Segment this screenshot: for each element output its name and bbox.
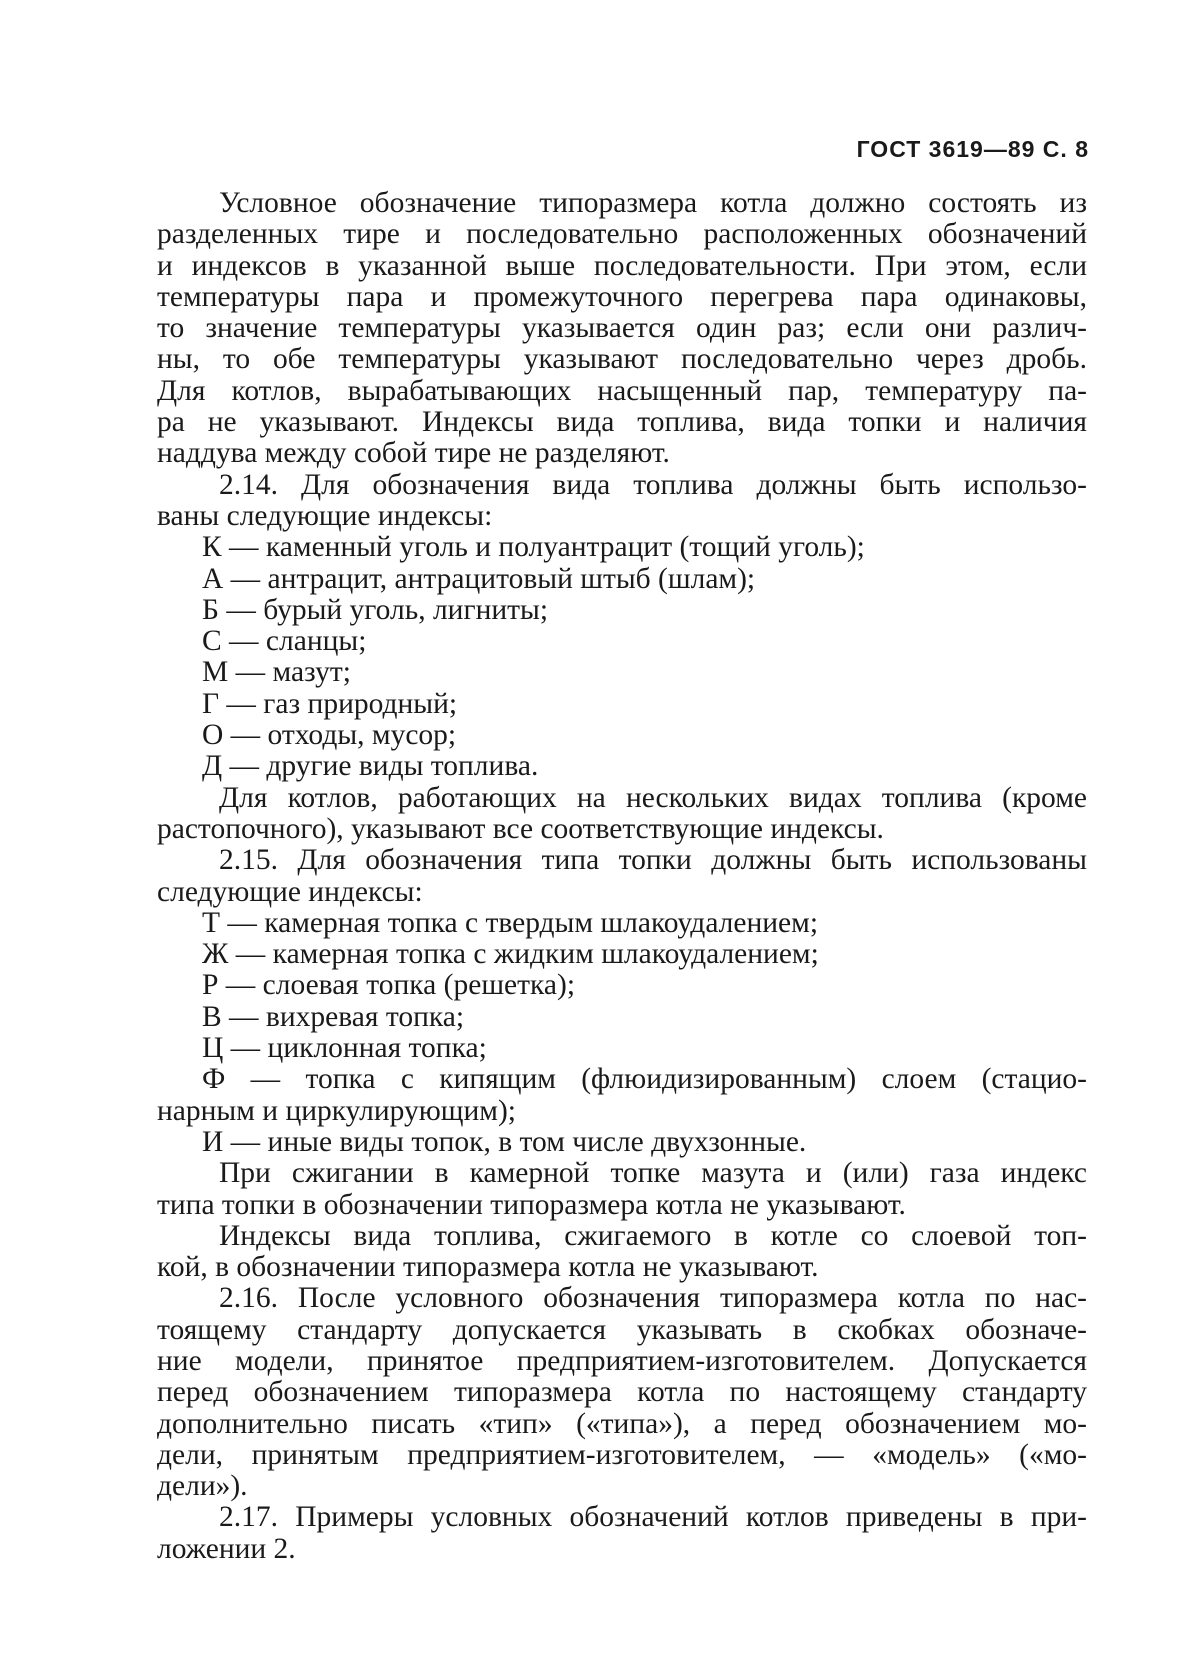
text-line: Условное обозначение типоразмера котла должно состоять из bbox=[219, 187, 1087, 219]
text-line: и индексов в указанной выше последовательности. При этом, если bbox=[157, 249, 1087, 282]
list-item: Ц — циклонная топка; bbox=[202, 1032, 487, 1065]
paragraph-chamber bbox=[157, 1158, 1087, 1221]
paragraph-layer bbox=[157, 1221, 1087, 1284]
text-line: Для котлов, вырабатывающих насыщенный пар, температуру па- bbox=[157, 374, 1087, 407]
list-item: Ж — камерная топка с жидким шлакоудалением; bbox=[202, 938, 819, 971]
text-line: ны, то обе температуры указывают последовательно через дробь. bbox=[157, 343, 1087, 376]
text-line: ра не указывают. Индексы вида топлива, вида топки и наличия bbox=[157, 406, 1087, 439]
text-line: типа топки в обозначении типоразмера котла не указывают. bbox=[157, 1188, 906, 1221]
text-line: перед обозначением типоразмера котла по настоящему стандарту bbox=[157, 1376, 1087, 1409]
list-item: Б — бурый уголь, лигниты; bbox=[202, 593, 549, 626]
section-2-16 bbox=[157, 1283, 1087, 1502]
list-item: Г — газ природный; bbox=[202, 687, 458, 720]
list-item-continuation: нарным и циркулирующим); bbox=[157, 1094, 516, 1127]
text-line: дополнительно писать «тип» («типа»), а перед обозначением мо- bbox=[157, 1407, 1087, 1440]
text-line: разделенных тире и последовательно расположенных обозначений bbox=[157, 218, 1087, 251]
page-header: ГОСТ 3619—89 С. 8 bbox=[856, 136, 1089, 162]
text-line: температуры пара и промежуточного перегрева пара одинаковы, bbox=[157, 280, 1087, 313]
text-line: ние модели, принятое предприятием-изготовителем. Допускается bbox=[157, 1344, 1087, 1377]
section-2-17 bbox=[157, 1502, 1087, 1565]
section-2-14 bbox=[157, 470, 1087, 533]
list-item: А — антрацит, антрацитовый штыб (шлам); bbox=[202, 562, 756, 595]
text-line: 2.15. Для обозначения типа топки должны быть использованы bbox=[219, 844, 1087, 877]
text-line: Индексы вида топлива, сжигаемого в котле со слоевой топ- bbox=[219, 1219, 1087, 1252]
text-line: дели»). bbox=[157, 1470, 248, 1503]
list-item: Т — камерная топка с твердым шлакоудалением; bbox=[202, 906, 819, 939]
list-item: С — сланцы; bbox=[202, 625, 367, 658]
text-line: При сжигании в камерной топке мазута и (или) газа индекс bbox=[219, 1157, 1087, 1190]
section-2-15 bbox=[157, 845, 1087, 908]
text-line: Для котлов, работающих на нескольких видах топлива (кроме bbox=[219, 781, 1087, 814]
text-line: 2.16. После условного обозначения типоразмера котла по нас- bbox=[219, 1282, 1087, 1315]
text-line: 2.14. Для обозначения вида топлива должны быть использо- bbox=[219, 468, 1087, 501]
list-item: Р — слоевая топка (решетка); bbox=[202, 969, 576, 1002]
list-item: К — каменный уголь и полуантрацит (тощий уголь); bbox=[202, 531, 865, 564]
list-item: И — иные виды топок, в том числе двухзонные. bbox=[202, 1125, 807, 1158]
text-line: 2.17. Примеры условных обозначений котлов приведены в при- bbox=[219, 1501, 1087, 1534]
paragraph-multi-fuel bbox=[157, 783, 1087, 846]
fuel-index-list bbox=[157, 532, 1087, 782]
text-line: следующие индексы: bbox=[157, 875, 423, 908]
text-line: кой, в обозначении типоразмера котла не указывают. bbox=[157, 1251, 819, 1284]
text-line: дели, принятым предприятием-изготовителем, — «модель» («мо- bbox=[157, 1438, 1087, 1471]
document-body bbox=[157, 188, 1087, 1565]
paragraph-designation bbox=[157, 188, 1087, 470]
list-item: Д — другие виды топлива. bbox=[202, 750, 539, 783]
text-line: ложении 2. bbox=[157, 1532, 296, 1565]
list-item: О — отходы, мусор; bbox=[202, 719, 457, 752]
text-line: тоящему стандарту допускается указывать в скобках обозначе- bbox=[157, 1313, 1087, 1346]
list-item: М — мазут; bbox=[202, 656, 351, 689]
text-line: наддува между собой тире не разделяют. bbox=[157, 437, 670, 470]
list-item: В — вихревая топка; bbox=[202, 1000, 465, 1033]
text-line: ваны следующие индексы: bbox=[157, 499, 493, 532]
text-line: то значение температуры указывается один раз; если они различ- bbox=[157, 312, 1087, 345]
list-item: Ф — топка с кипящим (флюидизированным) слоем (стацио- bbox=[202, 1063, 1087, 1096]
furnace-index-list bbox=[157, 908, 1087, 1158]
text-line: растопочного), указывают все соответствующие индексы. bbox=[157, 812, 884, 845]
